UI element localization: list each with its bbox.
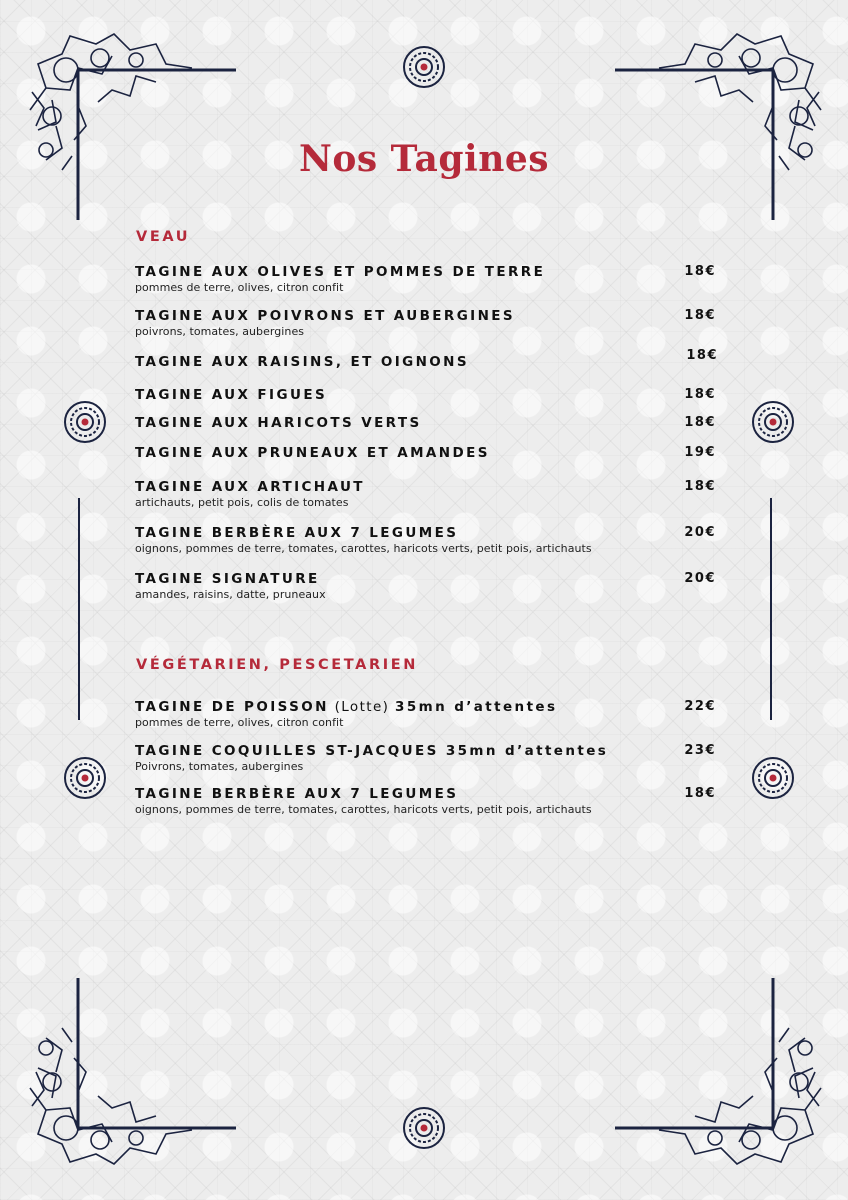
item-description: Poivrons, tomates, aubergines	[135, 760, 304, 773]
item-price: 18€	[684, 479, 716, 494]
item-name	[135, 699, 720, 715]
rosette-right-upper-icon	[751, 400, 795, 444]
item-description: pommes de terre, olives, citron confit	[135, 716, 344, 729]
menu-item	[135, 387, 720, 403]
rosette-left-lower-icon	[63, 756, 107, 800]
menu-item	[135, 415, 720, 431]
item-price: 20€	[684, 525, 716, 540]
rosette-left-upper-icon	[63, 400, 107, 444]
item-price: 18€	[684, 387, 716, 402]
rosette-bottom-icon	[402, 1106, 446, 1150]
item-price: 18€	[686, 348, 718, 363]
item-price: 18€	[684, 786, 716, 801]
item-price: 23€	[684, 743, 716, 758]
item-price: 18€	[684, 308, 716, 323]
menu-item	[135, 308, 720, 338]
corner-ornament-top-left-icon	[26, 30, 241, 230]
item-name: TAGINE AUX RAISINS, ET OIGNONS	[135, 354, 470, 370]
page-title: Nos Tagines	[298, 138, 550, 180]
item-name: TAGINE SIGNATURE	[135, 571, 320, 587]
left-border-line	[78, 498, 80, 720]
item-description: oignons, pommes de terre, tomates, carottes, haricots verts, petit pois, artichauts	[135, 542, 592, 555]
item-price: 18€	[684, 264, 716, 279]
item-name: TAGINE AUX HARICOTS VERTS	[135, 415, 422, 431]
item-price: 19€	[684, 445, 716, 460]
item-price: 22€	[684, 699, 716, 714]
item-name: TAGINE AUX PRUNEAUX ET AMANDES	[135, 445, 490, 461]
menu-item	[135, 348, 720, 370]
item-name: TAGINE AUX POIVRONS ET AUBERGINES	[135, 308, 516, 324]
menu-item	[135, 445, 720, 461]
item-description: pommes de terre, olives, citron confit	[135, 281, 344, 294]
item-name: TAGINE BERBÈRE AUX 7 LEGUMES	[135, 786, 459, 802]
item-name-main: TAGINE DE POISSON	[135, 699, 329, 715]
item-price: 20€	[684, 571, 716, 586]
item-name: TAGINE AUX FIGUES	[135, 387, 328, 403]
menu-item	[135, 699, 720, 729]
rosette-top-icon	[402, 45, 446, 89]
corner-ornament-bottom-right-icon	[610, 968, 825, 1168]
item-name-wait: 35mn d’attentes	[395, 699, 558, 715]
corner-ornament-top-right-icon	[610, 30, 825, 230]
item-name-note: (Lotte)	[328, 699, 396, 715]
rosette-right-lower-icon	[751, 756, 795, 800]
menu-item	[135, 525, 720, 555]
menu-item	[135, 479, 720, 509]
item-description: amandes, raisins, datte, pruneaux	[135, 588, 326, 601]
item-description: artichauts, petit pois, colis de tomates	[135, 496, 349, 509]
item-name: TAGINE AUX OLIVES ET POMMES DE TERRE	[135, 264, 546, 280]
item-name: TAGINE AUX ARTICHAUT	[135, 479, 365, 495]
item-name: TAGINE BERBÈRE AUX 7 LEGUMES	[135, 525, 459, 541]
menu-item	[135, 786, 720, 816]
menu-item	[135, 264, 720, 294]
section-heading-vegetarien: VÉGÉTARIEN, PESCETARIEN	[136, 657, 418, 673]
item-name: TAGINE COQUILLES ST-JACQUES 35mn d’attentes	[135, 743, 609, 759]
menu-item	[135, 571, 720, 601]
item-description: oignons, pommes de terre, tomates, carottes, haricots verts, petit pois, artichauts	[135, 803, 592, 816]
section-heading-veau: VEAU	[136, 229, 191, 245]
menu-item	[135, 743, 720, 773]
item-price: 18€	[684, 415, 716, 430]
item-description: poivrons, tomates, aubergines	[135, 325, 305, 338]
corner-ornament-bottom-left-icon	[26, 968, 241, 1168]
right-border-line	[770, 498, 772, 720]
